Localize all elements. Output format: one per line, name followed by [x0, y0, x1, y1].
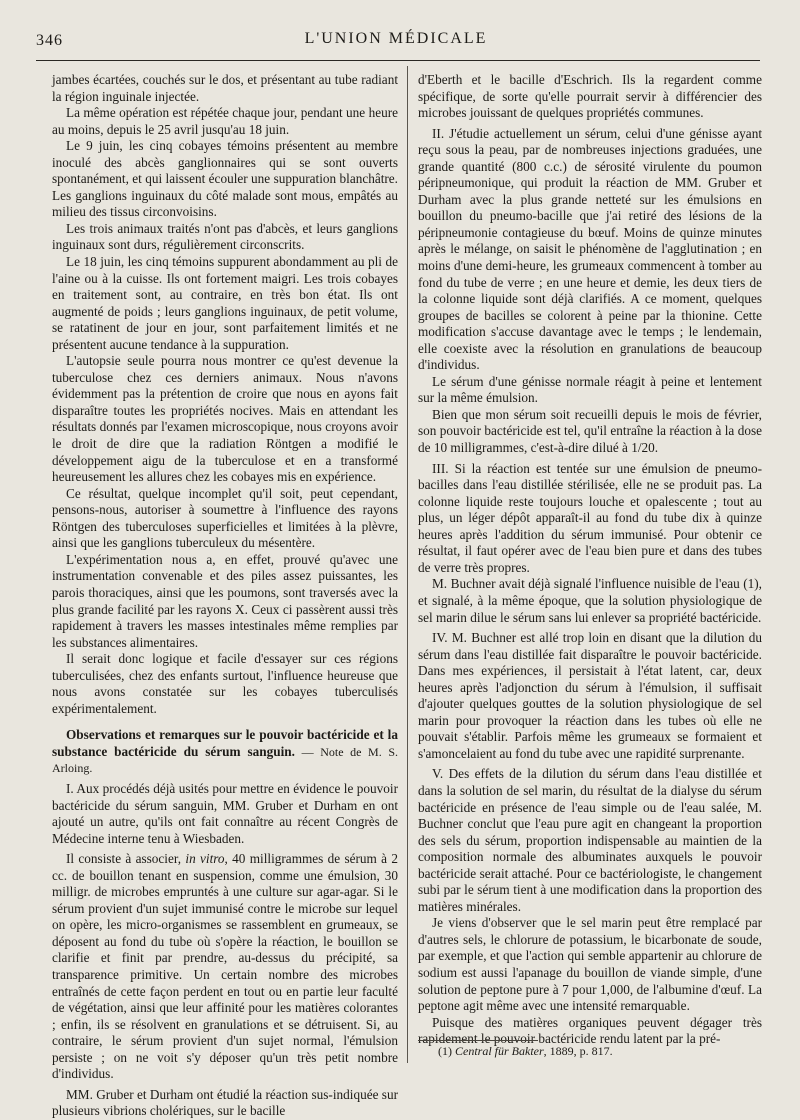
- footnote: (1) Central für Bakter, 1889, p. 817.: [438, 1044, 613, 1058]
- paragraph: IV. M. Buchner est allé trop loin en disant que la dilution du sérum dans l'eau distillée fait disparaître le pouvoir bactéricide. Dans mes expériences, il persistait à l'état latent, car, deux heures après l'adjonction du sérum à l'émulsion, il suffisait d'ajouter quelques gouttes de la solution physiologique de sel marin pour provoquer la réaction dans les tubes où elle ne pouvait s'établir. Parfois même les grumeaux se formaient et s'amoncelaient au fond du tube avec une rapidité surprenante.: [418, 630, 762, 761]
- right-column: [418, 72, 762, 1048]
- journal-title: L'UNION MÉDICALE: [304, 30, 488, 47]
- column-divider: [407, 66, 408, 1063]
- paragraph: III. Si la réaction est tentée sur une émulsion de pneumo-bacilles dans l'eau distillée stérilisée, elle ne se produit pas. La colonne liquide reste toujours louche et opalescente ; tout au plus, un léger dépôt apparaît-il au fond du tube dix à quinze heures après l'addition du sérum immunisé. Pour obtenir ce résultat, il faut opérer avec de l'eau bien pure et dans des tubes de verre très propres.: [418, 460, 762, 575]
- paragraph: Il consiste à associer, in vitro, 40 milligrammes de sérum à 2 cc. de bouillon tenant en suspension, comme une émulsion, 30 milligr. de microbes empruntés à une culture sur agar-agar. Si le sérum provient d'un sujet immunisé contre le microbe sur lequel on opère, les micro-organismes se rassemblent en grumeaux, se déposent au fond du tube où s'opère la réaction, le bouillon se clarifie et finit par prendre, au-dessus du précipité, sa transparence primitive. Un certain nombre des microbes entraînés de cette façon perdent en tout ou en partie leur faculté de végétation, ainsi que leur affinité pour les matières colorantes ; enfin, ils se résolvent en granulations et se détruisent. Si, au contraire, le sérum provient d'un sujet normal, l'émulsion persiste ; on ne voit s'y déposer qu'un très petit nombre d'individus.: [52, 851, 398, 1082]
- left-column: [52, 72, 398, 1120]
- paragraph: L'expérimentation nous a, en effet, prouvé qu'avec une instrumentation convenable et des piles assez puissantes, les parois thoraciques, ainsi que les poumons, sont traversés avec la plus grande facilité par les rayons X. Ceux ci passèrent aussi très rapidement à travers les masses intestinales même remplies par les substances alimentaires.: [52, 551, 398, 650]
- paragraph: La même opération est répétée chaque jour, pendant une heure au moins, depuis le 25 avril jusqu'au 18 juin.: [52, 105, 398, 137]
- paragraph: Bien que mon sérum soit recueilli depuis le mois de février, son pouvoir bactéricide est tel, qu'il entraîne la réaction à la dose de 10 milligrammes, c'est-à-dire dilué à 1/20.: [418, 406, 762, 456]
- paragraph: Le 9 juin, les cinq cobayes témoins présentent au membre inoculé des abcès ganglionnaires qui se sont ouverts spontanément, et qui laissent écouler une suppuration blanchâtre. Les ganglions inguinaux du côté malade sont mous, empâtés au milieu des tissus circonvoisins.: [52, 138, 398, 220]
- italic-phrase: in vitro: [185, 851, 225, 867]
- section-title: Observations et remarques sur le pouvoir bactéricide et la substance bactéricide du sérum sanguin.: [52, 727, 398, 759]
- footnote-journal: Central für Bakter: [455, 1044, 544, 1058]
- paragraph: Le sérum d'une génisse normale réagit à peine et lentement sur la même émulsion.: [418, 373, 762, 406]
- header-rule: [36, 60, 760, 61]
- paragraph: V. Des effets de la dilution du sérum dans l'eau distillée et dans la solution de sel marin, du résultat de la dialyse du sérum bactéricide en présence de l'eau simple ou de l'eau salée, M. Buchner conclut que l'eau pure agit en changeant la proportion des sels du sérum, proportion indispensable au maintien de la composition normale des albuminates auxquels le pouvoir bactéricide serait attaché. Pour ce bactériologiste, le changement subi par le sérum tient à une modification dans la proportion des matières minérales.: [418, 766, 762, 914]
- section-author-note: — Note de M. S. Arloing.: [52, 744, 398, 776]
- section-heading: [52, 727, 398, 777]
- page-number: 346: [36, 32, 63, 49]
- paragraph: II. J'étudie actuellement un sérum, celui d'une génisse ayant reçu sous la peau, par de nombreuses injections graduées, une grande quantité (800 c.c.) de sérosité virulente du poumon péripneumonique, qui produit la réaction de MM. Gruber et Durham avec la plus grande netteté sur les émulsions en bouillon du pneumo-bacille que j'ai retiré des lésions de la péripneumonie contagieuse du bœuf. Moins de quinze minutes après le mélange, on saisit le phénomène de l'agglutination ; en moins d'une demi-heure, les grumeaux commencent à tomber au fond du tube de verre ; en une heure et demie, les deux tiers de la colonne liquide sont déjà clarifiés. A ce moment, quelques groupes de bacilles se colorent à peine par la thionine. Cette modification s'accuse davantage avec le temps ; le lendemain, elle coexiste avec la résolution en granulations de beaucoup d'individus.: [418, 125, 762, 373]
- paragraph: L'autopsie seule pourra nous montrer ce qu'est devenue la tuberculose chez ces derniers animaux. Nous n'avons évidemment pas la prétention de croire que nous en ayons fait disparaître toutes les propriétés nocives. Mais en attendant les résultats donnés par l'examen microscopique, nous croyons avoir le droit de dire que la radiation Röntgen a modifié le développement aigu de la tuberculose et en a transformé heureusement les allures chez les cobayes mis en expérience.: [52, 353, 398, 485]
- paragraph: Le 18 juin, les cinq témoins suppurent abondamment au pli de l'aine ou à la cuisse. Ils ont fortement maigri. Les trois cobayes en traitement sont, au contraire, en très bon état. Ils ont augmenté de poids ; leurs ganglions inguinaux, de petit volume, se ratatinent de jour en jour, sont parfaitement limités et ne présentent aucune tendance à la suppuration.: [52, 254, 398, 352]
- paragraph: Ce résultat, quelque incomplet qu'il soit, peut cependant, pensons-nous, autoriser à soumettre à l'influence des rayons Röntgen des tuberculoses superficielles et limitées à la plèvre, ainsi que les ganglions tuberculeux du mésentère.: [52, 485, 398, 551]
- paragraph: jambes écartées, couchés sur le dos, et présentant au tube radiant la région inguinale injectée.: [52, 72, 398, 104]
- paragraph: Les trois animaux traités n'ont pas d'abcès, et leurs ganglions inguinaux sont durs, régulièrement circonscrits.: [52, 220, 398, 253]
- paragraph: d'Eberth et le bacille d'Eschrich. Ils la regardent comme spécifique, de sorte qu'elle pourrait servir à différencier des microbes jouissant de quelques propriétés communes.: [418, 72, 762, 121]
- paragraph: M. Buchner avait déjà signalé l'influence nuisible de l'eau (1), et signalé, à la même époque, que la solution physiologique de sel marin dilue le sérum sans lui enlever sa propriété bactéricide.: [418, 576, 762, 625]
- paragraph: MM. Gruber et Durham ont étudié la réaction sus-indiquée sur plusieurs vibrions cholériques, sur le bacille: [52, 1086, 398, 1119]
- paragraph: Je viens d'observer que le sel marin peut être remplacé par d'autres sels, le chlorure de potassium, le bicarbonate de soude, par exemple, et que l'action qui semble appartenir au chlorure de sodium est aussi l'apanage du bouillon de viande simple, d'une solution de peptone pure à 7 pour 1,000, de l'albumine d'œuf. La peptone agit même avec une intensité remarquable.: [418, 915, 762, 1014]
- page-header: [36, 28, 756, 52]
- paragraph: I. Aux procédés déjà usités pour mettre en évidence le pouvoir bactéricide du sérum sanguin, MM. Gruber et Durham en ont ajouté un autre, qu'ils ont fait connaître au récent Congrès de Médecine interne tenu à Wiesbaden.: [52, 780, 398, 846]
- paragraph: Il serait donc logique et facile d'essayer sur ces régions tuberculisées, chez des enfants surtout, l'influence heureuse que nous avons constatée sur les cobayes tuberculisés expérimentalement.: [52, 651, 398, 716]
- paragraph: Puisque des matières organiques peuvent dégager très rapidement le pouvoir bactéricide rendu latent par la pré-: [418, 1014, 762, 1047]
- footnote-rule: [418, 1040, 538, 1041]
